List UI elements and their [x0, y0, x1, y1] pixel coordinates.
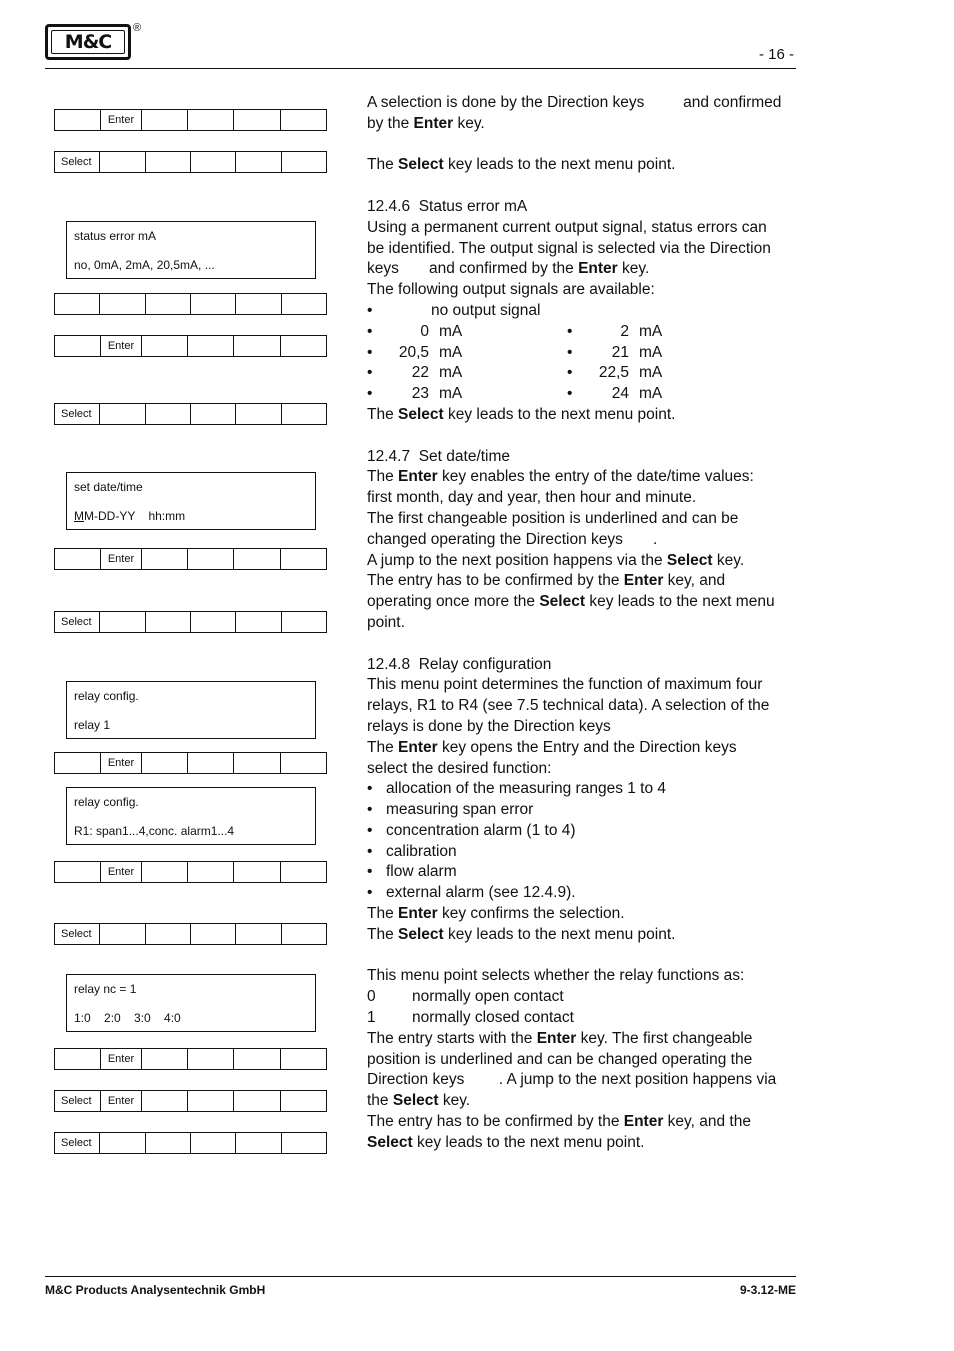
enter-key: Enter [101, 336, 141, 356]
option-row: 0 normally open contact [367, 988, 564, 1006]
enter-key: Enter [101, 110, 141, 130]
registered-mark: ® [133, 22, 142, 34]
display-line: relay config. [74, 795, 139, 809]
signal-row: • 22 mA • 22,5 mA [367, 364, 663, 382]
display-line: set date/time [74, 480, 143, 494]
list-item: • no output signal [367, 301, 541, 319]
keypad-row [54, 335, 327, 357]
keypad-row [54, 109, 327, 131]
keypad-row [54, 548, 327, 570]
keypad-row [54, 293, 327, 315]
lcd-display [66, 974, 316, 1032]
header-rule [45, 68, 796, 69]
lcd-display [66, 472, 316, 530]
list-item: • calibration [367, 842, 457, 860]
keypad-row [54, 752, 327, 774]
select-key: Select [55, 612, 100, 632]
lcd-display [66, 681, 316, 739]
keypad-row [54, 861, 327, 883]
display-line: relay config. [74, 689, 139, 703]
list-item: • allocation of the measuring ranges 1 to 4 [367, 780, 667, 798]
keypad-row [54, 403, 327, 425]
display-line: status error mA [74, 229, 157, 243]
select-key: Select [55, 1133, 100, 1153]
body-text: A selection is done by the Direction keys and confirmed by the Enter key. The Select key leads to the next menu point. 12.4.6 Status error mA Using a permanent current output signal, status errors can be identified. The output signal is selected via the Direction keys and confirmed by the Enter key. The following output signals are available: • no output signal • 0 mA • 2 mA • 20,5 mA • 21 mA • 22 mA • 22,5 mA • 23 mA • 24 mA The Select key leads to the next menu point. 12.4.7 Set date/time The Enter key enables the entry of the date/time values: first month, day and year, then hour and minute. The first changeable position is underlined and can be changed operating the Direction keys . A jump to the next position happens via the Select key. The entry has to be confirmed by the Enter key, and operating once more the Select key leads to the next menu point. 12.4.8 Relay configuration This menu point determines the function of maximum four relays, R1 to R4 (see 7.5 technical data). A selection of the relays is done by the Direction keys The Enter key opens the Entry and the Direction keys select the desired function: • allocation of the measuring ranges 1 to 4 • measuring span error • concentration alarm (1 to 4) • calibration • flow alarm • external alarm (see 12.4.9). The Enter key confirms the selection. The Select key leads to the next menu point. This menu point selects whether the relay functions as: 0 normally open contact 1 normally closed contact The entry starts with the Enter key. The first changeable position is underlined and can be changed operating the Direction keys . A jump to the next position happens via the Select key. The entry has to be confirmed by the Enter key, and the Select key leads to the next menu point. [367, 93, 797, 1154]
enter-key: Enter [101, 1091, 141, 1111]
section-heading: 12.4.6 Status error mA [367, 197, 528, 215]
keypad-row [54, 1132, 327, 1154]
display-line: no, 0mA, 2mA, 20,5mA, ... [74, 258, 215, 272]
footer-company: M&C Products Analysentechnik GmbH [45, 1283, 266, 1297]
display-line: R1: span1...4,conc. alarm1...4 [74, 824, 235, 838]
section-heading: 12.4.8 Relay configuration [367, 655, 552, 673]
enter-key: Enter [101, 1049, 141, 1069]
footer-rule [45, 1276, 796, 1277]
select-key: Select [55, 924, 100, 944]
lcd-display [66, 221, 316, 279]
footer-doc-id: 9-3.12-ME [739, 1283, 796, 1297]
signal-row: • 23 mA • 24 mA [367, 385, 663, 403]
list-item: • concentration alarm (1 to 4) [367, 821, 576, 839]
select-key: Select [55, 152, 100, 172]
keypad-row [54, 151, 327, 173]
keypad-row [54, 611, 327, 633]
display-line-date: MM-DD-YY hh:mm [74, 509, 186, 523]
section-heading: 12.4.7 Set date/time [367, 447, 511, 465]
list-item: • external alarm (see 12.4.9). [367, 884, 576, 902]
logo-text: M&C [64, 31, 112, 53]
keypad-row [54, 1090, 327, 1112]
list-item: • measuring span error [367, 801, 534, 819]
lcd-display [66, 787, 316, 845]
select-key: Select [55, 1091, 101, 1111]
page-number: - 16 - [758, 46, 794, 63]
select-key: Select [55, 404, 100, 424]
signal-row: • 0 mA • 2 mA [367, 322, 663, 340]
enter-key: Enter [101, 862, 141, 882]
signal-row: • 20,5 mA • 21 mA [367, 343, 663, 361]
keypad-row [54, 923, 327, 945]
enter-key: Enter [101, 753, 141, 773]
paragraph-line: A selection is done by the Direction keys and confirmed [367, 94, 782, 111]
display-line: 1:0 2:0 3:0 4:0 [74, 1011, 181, 1025]
option-row: 1 normally closed contact [367, 1009, 574, 1027]
display-line: relay 1 [74, 718, 111, 732]
keypad-row [54, 1048, 327, 1070]
list-item: • flow alarm [367, 863, 457, 881]
enter-key: Enter [101, 549, 141, 569]
display-line: relay nc = 1 [74, 982, 137, 996]
mc-logo [45, 24, 131, 60]
